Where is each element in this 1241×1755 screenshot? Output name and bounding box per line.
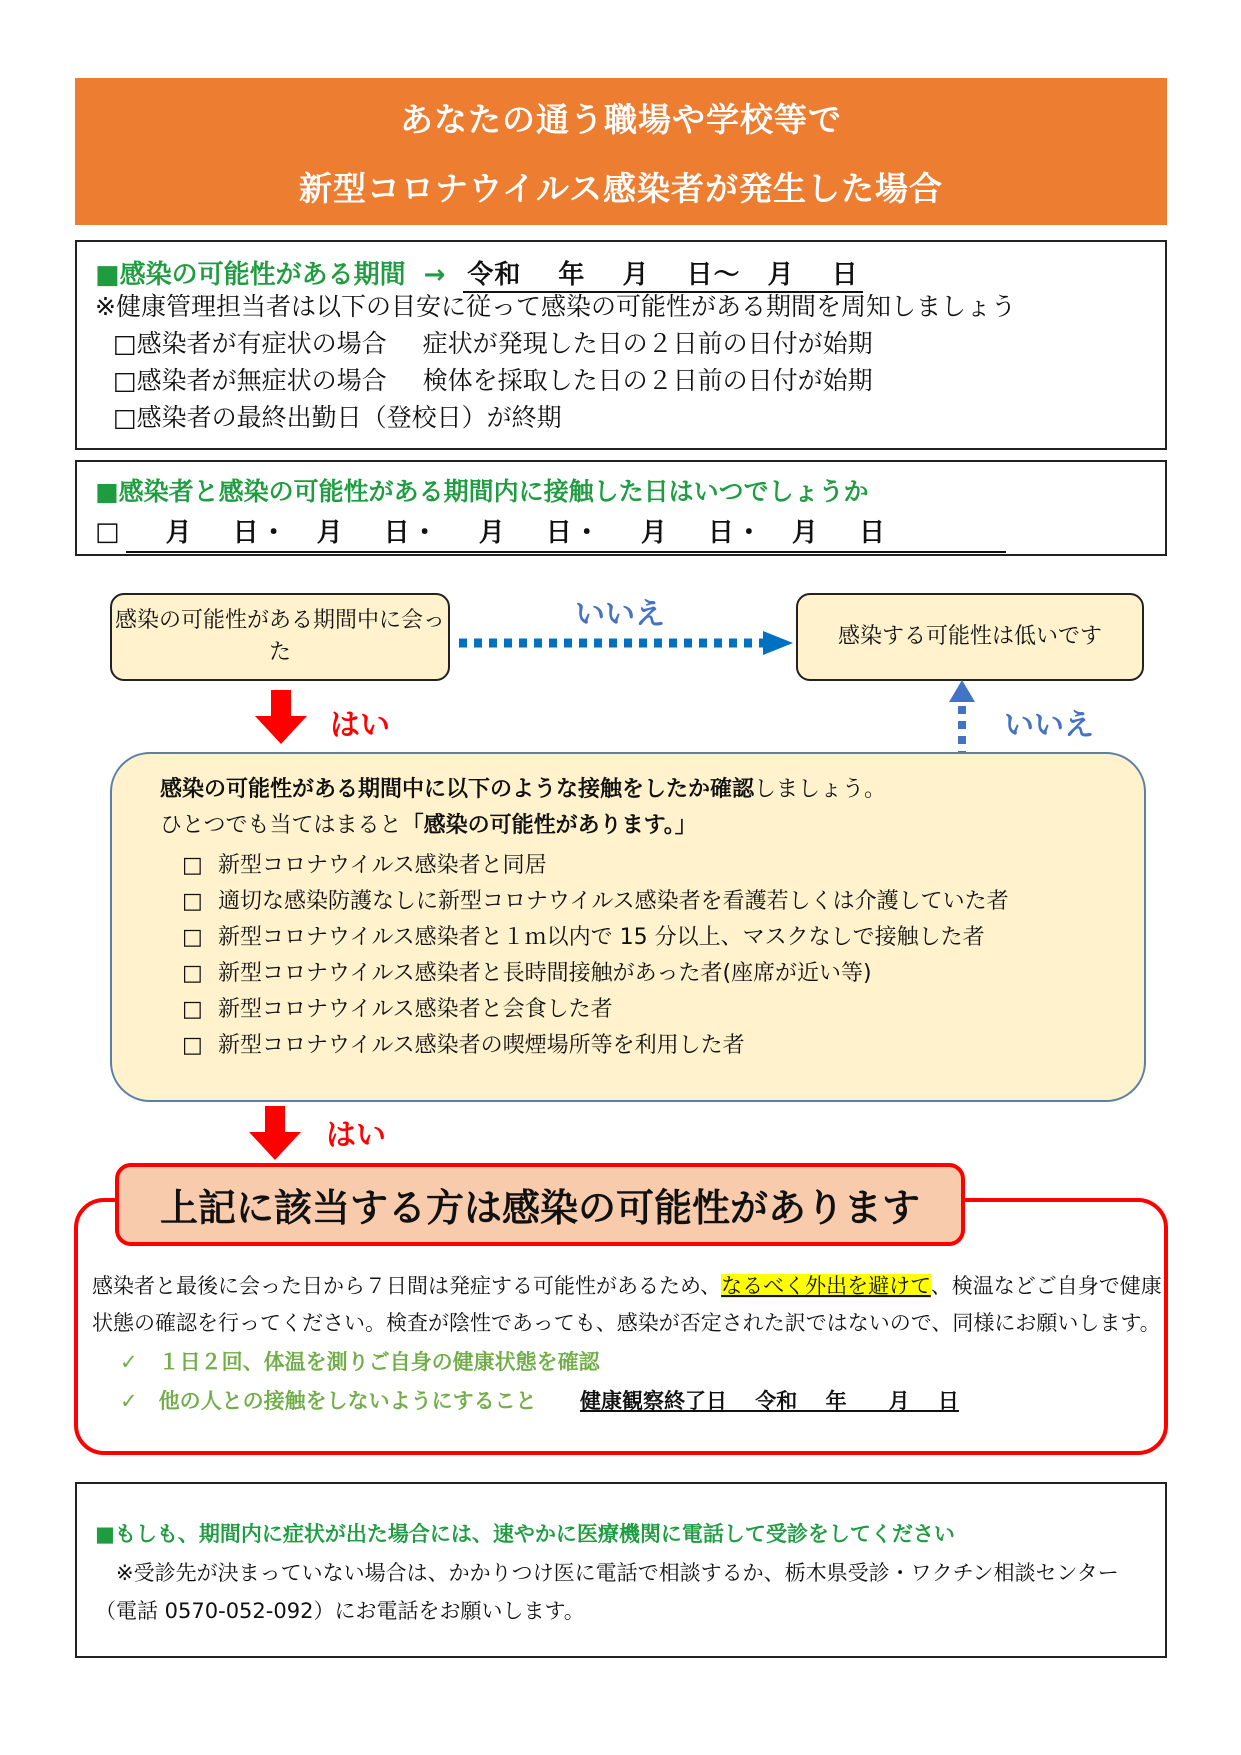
checklist-lead-1	[160, 772, 1144, 808]
checklist-lead-emphasis: 「感染の可能性があります。」	[401, 813, 697, 838]
checklist-items	[160, 848, 1144, 1064]
header-line-2: 新型コロナウイルス感染者が発生した場合	[298, 168, 944, 208]
checklist-item[interactable]	[182, 956, 1144, 992]
result-text	[92, 1268, 1162, 1342]
period-item-label: □感染者が有症状の場合	[113, 329, 387, 358]
checklist-item[interactable]	[182, 884, 1144, 920]
period-item-desc: 検体を採取した日の２日前の日付が始期	[422, 366, 873, 395]
contact-dates-field: 月 日・ 月 日・ 月 日・ 月 日・ 月 日	[126, 512, 1006, 553]
checklist-item-label: 新型コロナウイルス感染者と同居	[218, 853, 547, 878]
result-check-1: ✓ １日２回、体温を測りご自身の健康状態を確認	[120, 1350, 600, 1374]
contact-checklist-box	[110, 752, 1146, 1102]
checklist-lead-2	[160, 808, 1144, 844]
no-label-top: いいえ	[575, 597, 665, 632]
dotted-arrow-right-icon	[455, 628, 800, 658]
checkbox-icon: □	[182, 961, 203, 986]
arrow-down-icon	[253, 690, 309, 746]
period-item	[95, 325, 1165, 362]
header-banner	[75, 78, 1167, 225]
symptom-box	[75, 1482, 1167, 1658]
checkbox-icon: □	[182, 925, 203, 950]
result-text-before: 感染者と最後に会った日から７日間は発症する可能性があるため、	[92, 1274, 722, 1298]
contact-title: ■感染者と感染の可能性がある期間内に接触した日はいつでしょうか	[95, 477, 869, 506]
period-date-field: 令和 年 月 日～ 月 日	[463, 254, 862, 293]
observation-end-date: 健康観察終了日 令和 年 月 日	[580, 1389, 959, 1413]
period-item-label: □感染者が無症状の場合	[113, 366, 387, 395]
checklist-item[interactable]	[182, 848, 1144, 884]
symptom-title: ■もしも、期間内に症状が出た場合には、速やかに医療機関に電話して受診をしてください	[95, 1522, 955, 1546]
checkbox-icon: □	[182, 1033, 203, 1058]
contact-checkbox[interactable]: □	[95, 517, 120, 547]
arrow-right-icon: →	[423, 260, 446, 290]
checklist-item-label: 新型コロナウイルス感染者と会食した者	[218, 997, 613, 1022]
contact-dates-box	[75, 460, 1167, 556]
contact-dates-row	[95, 512, 1165, 552]
checklist-item-label: 新型コロナウイルス感染者と長時間接触があった者(座席が近い等)	[218, 961, 872, 986]
symptom-text: ※受診先が決まっていない場合は、かかりつけ医に電話で相談するか、栃木県受診・ワクチン相談センター（電話 0570-052-092）にお電話をお願いします。	[95, 1561, 1119, 1623]
result-text-after: 、検温などご自身で健康状態の確認を行ってください。検査が陰性であっても、感染が否定された訳ではないので、同様にお願いします。	[92, 1274, 1162, 1335]
period-note: ※健康管理担当者は以下の目安に従って感染の可能性がある期間を周知しましょう	[95, 292, 1016, 321]
period-title: ■感染の可能性がある期間	[95, 260, 406, 290]
period-item	[95, 399, 1165, 436]
no-label-side: いいえ	[1004, 708, 1094, 743]
question-box: 感染の可能性がある期間中に会った	[110, 593, 450, 681]
checkbox-icon: □	[182, 889, 203, 914]
arrow-down-icon	[247, 1106, 303, 1162]
header-line-1: あなたの通う職場や学校等で	[400, 99, 842, 139]
dotted-arrow-up-icon	[947, 678, 977, 753]
checklist-item-label: 新型コロナウイルス感染者と１ｍ以内で 15 分以上、マスクなしで接触した者	[218, 925, 985, 950]
checklist-item-label: 適切な感染防護なしに新型コロナウイルス感染者を看護若しくは介護していた者	[218, 889, 1009, 914]
period-title-row	[95, 254, 1165, 288]
result-check-2: ✓ 他の人との接触をしないようにすること	[120, 1389, 537, 1413]
checklist-item-label: 新型コロナウイルス感染者の喫煙場所等を利用した者	[218, 1033, 745, 1058]
period-item-label: □感染者の最終出勤日（登校日）が終期	[113, 403, 562, 432]
yes-label-2: はい	[326, 1118, 386, 1153]
period-item	[95, 362, 1165, 399]
low-risk-box: 感染する可能性は低いです	[796, 593, 1144, 681]
infection-period-box	[75, 240, 1167, 450]
checklist-lead-rest: しましょう。	[754, 777, 887, 802]
checkbox-icon: □	[182, 853, 203, 878]
checkbox-icon: □	[182, 997, 203, 1022]
checklist-item[interactable]	[182, 992, 1144, 1028]
checklist-lead-plain: ひとつでも当てはまると	[160, 813, 402, 838]
checklist-item[interactable]	[182, 1028, 1144, 1064]
checklist-item[interactable]	[182, 920, 1144, 956]
period-item-desc: 症状が発現した日の２日前の日付が始期	[422, 329, 873, 358]
yes-label-1: はい	[330, 708, 390, 743]
checklist-lead-bold: 感染の可能性がある期間中に以下のような接触をしたか確認	[160, 777, 755, 802]
result-title: 上記に該当する方は感染の可能性があります	[115, 1163, 965, 1246]
result-text-highlight: なるべく外出を避けて	[721, 1274, 931, 1298]
